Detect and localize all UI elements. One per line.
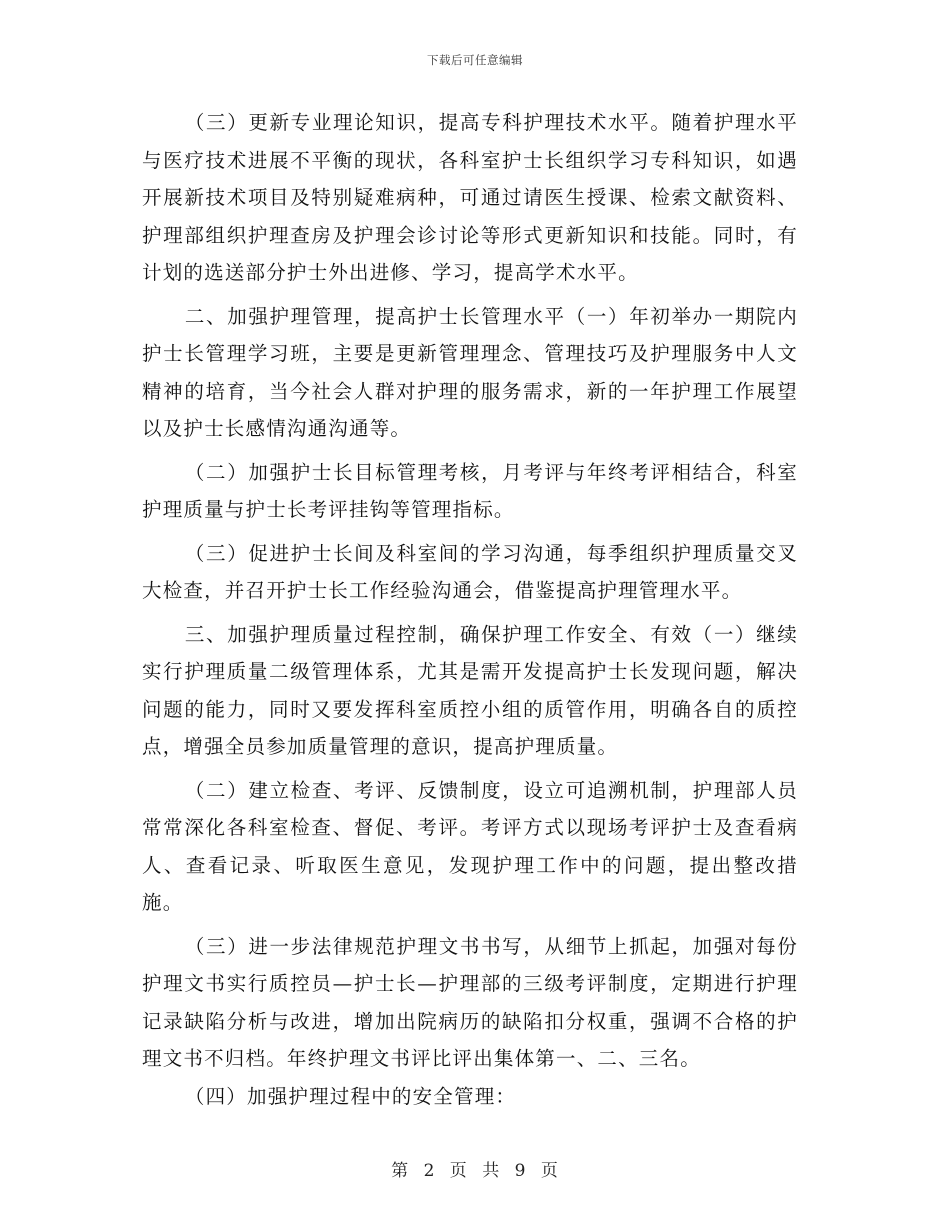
document-body	[142, 104, 798, 1115]
paragraph-3: （二）加强护士长目标管理考核，月考评与年终考评相结合，科室护理质量与护士长考评挂钩等管理指标。	[142, 460, 798, 521]
footer-total-unit: 页	[540, 1161, 559, 1181]
footer-total-prefix: 共	[482, 1161, 501, 1181]
paragraph-2: 二、加强护理管理，提高护士长管理水平（一）年初举办一期院内护士长管理学习班，主要是更新管理理念、管理技巧及护理服务中人文精神的培育，当今社会人群对护理的服务需求，新的一年护理工作展望以及护士长感情沟通沟通等。	[142, 304, 798, 440]
footer-total-pages: 9	[514, 1161, 527, 1181]
paragraph-4: （三）促进护士长间及科室间的学习沟通，每季组织护理质量交叉大检查，并召开护士长工作经验沟通会，借鉴提高护理管理水平。	[142, 541, 798, 602]
paragraph-1: （三）更新专业理论知识，提高专科护理技术水平。随着护理水平与医疗技术进展不平衡的现状，各科室护士长组织学习专科知识，如遇开展新技术项目及特别疑难病种，可通过请医生授课、检索文献资料、护理部组织护理查房及护理会诊讨论等形式更新知识和技能。同时，有计划的选送部分护士外出进修、学习，提高学术水平。	[142, 111, 798, 284]
paragraph-5: 三、加强护理质量过程控制，确保护理工作安全、有效（一）继续实行护理质量二级管理体系，尤其是需开发提高护士长发现问题，解决问题的能力，同时又要发挥科室质控小组的质管作用，明确各自的质控点，增强全员参加质量管理的意识，提高护理质量。	[142, 622, 798, 758]
footer-page-unit: 页	[449, 1161, 468, 1181]
page-footer	[0, 1156, 950, 1181]
paragraph-8: （四）加强护理过程中的安全管理：	[184, 1084, 517, 1108]
footer-prefix: 第	[391, 1161, 410, 1181]
page-header: 下载后可任意编辑	[427, 53, 523, 67]
paragraph-6: （二）建立检查、考评、反馈制度，设立可追溯机制，护理部人员常常深化各科室检查、督促、考评。考评方式以现场考评护士及查看病人、查看记录、听取医生意见，发现护理工作中的问题，提出整改措施。	[142, 778, 798, 914]
paragraph-7: （三）进一步法律规范护理文书书写，从细节上抓起，加强对每份护理文书实行质控员—护士长—护理部的三级考评制度，定期进行护理记录缺陷分析与改进，增加出院病历的缺陷扣分权重，强调不合格的护理文书不归档。年终护理文书评比评出集体第一、二、三名。	[142, 934, 798, 1070]
footer-current-page: 2	[423, 1161, 436, 1181]
